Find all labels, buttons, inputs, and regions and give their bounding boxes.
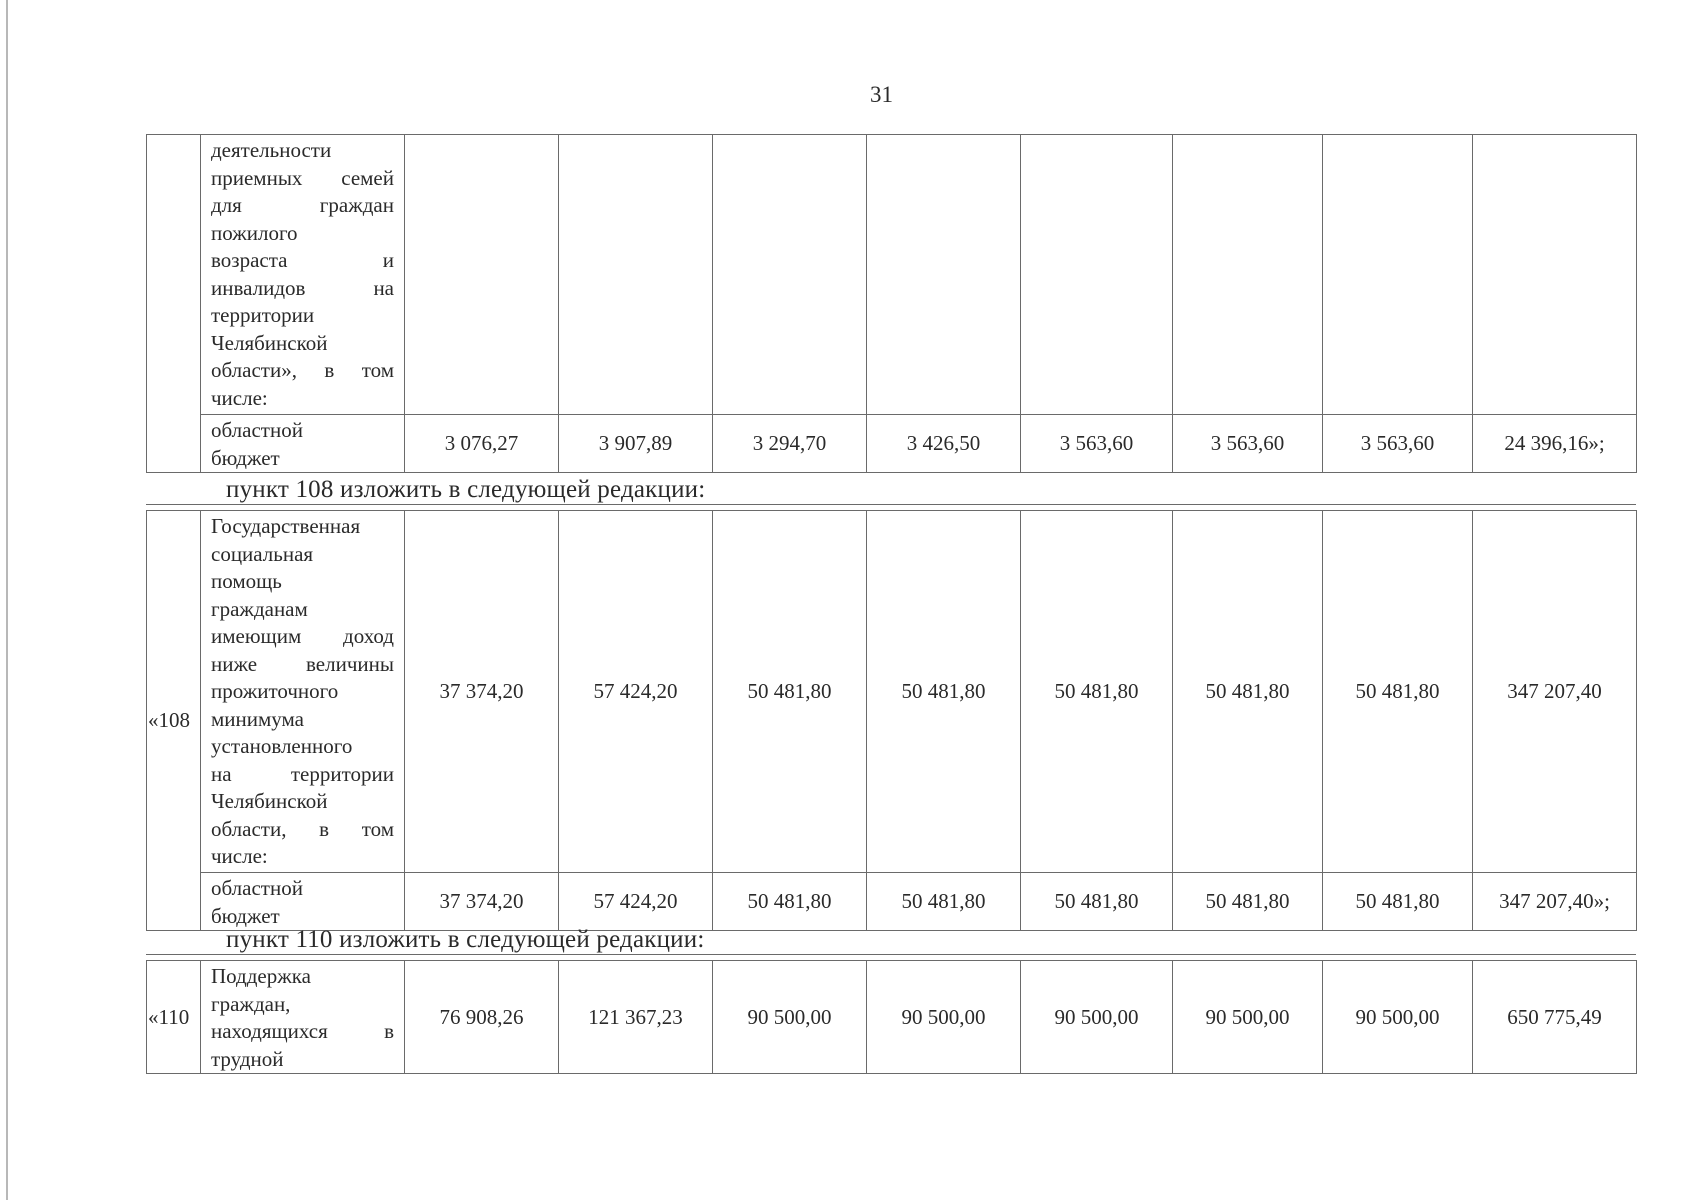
item-index-cell: «110 — [147, 961, 201, 1074]
value-cell: 37 374,20 — [405, 511, 559, 873]
value-cell: 650 775,49 — [1473, 961, 1637, 1074]
sub-label: областной бюджет — [201, 415, 405, 473]
sub-value-cell: 3 563,60 — [1173, 415, 1323, 473]
item-index-cell: «108 — [147, 511, 201, 931]
value-cell: 121 367,23 — [559, 961, 713, 1074]
divider — [146, 954, 1636, 955]
value-cell: 50 481,80 — [1323, 511, 1473, 873]
table-row — [147, 135, 1637, 415]
sub-value-cell: 37 374,20 — [405, 873, 559, 931]
sub-value-cell: 50 481,80 — [1323, 873, 1473, 931]
sub-value-cell: 3 076,27 — [405, 415, 559, 473]
scan-edge — [6, 0, 8, 1200]
sub-value-cell: 57 424,20 — [559, 873, 713, 931]
value-cell — [713, 135, 867, 415]
value-cell — [1021, 135, 1173, 415]
value-cell — [1173, 135, 1323, 415]
value-cell: 347 207,40 — [1473, 511, 1637, 873]
value-cell — [405, 135, 559, 415]
section-heading-108: пункт 108 изложить в следующей редакции: — [226, 476, 706, 503]
value-cell: 90 500,00 — [1173, 961, 1323, 1074]
sub-value-cell: 50 481,80 — [1173, 873, 1323, 931]
value-cell: 90 500,00 — [1323, 961, 1473, 1074]
value-cell — [867, 135, 1021, 415]
sub-value-cell: 3 426,50 — [867, 415, 1021, 473]
section-heading-110: пункт 110 изложить в следующей редакции: — [226, 926, 705, 953]
sub-value-cell: 50 481,80 — [713, 873, 867, 931]
value-cell — [1473, 135, 1637, 415]
value-cell: 50 481,80 — [713, 511, 867, 873]
value-cell: 50 481,80 — [1021, 511, 1173, 873]
table-block-continuation — [146, 134, 1637, 473]
item-description: Поддержка граждан, находящихся в трудной — [201, 961, 405, 1074]
value-cell — [559, 135, 713, 415]
item-description: деятельности приемных семей для граждан пожилого возраста и инвалидов на территории Челябинской области», в том числе: — [201, 135, 405, 415]
divider — [146, 504, 1636, 505]
sub-value-cell: 3 907,89 — [559, 415, 713, 473]
item-index-cell — [147, 135, 201, 473]
sub-value-cell: 3 294,70 — [713, 415, 867, 473]
sub-label: областной бюджет — [201, 873, 405, 931]
table-row-regional-budget — [147, 415, 1637, 473]
sub-value-cell: 50 481,80 — [1021, 873, 1173, 931]
page-number: 31 — [870, 82, 893, 107]
value-cell: 90 500,00 — [867, 961, 1021, 1074]
table-row — [147, 961, 1637, 1074]
value-cell: 50 481,80 — [1173, 511, 1323, 873]
sub-value-cell: 3 563,60 — [1323, 415, 1473, 473]
value-cell: 50 481,80 — [867, 511, 1021, 873]
value-cell: 76 908,26 — [405, 961, 559, 1074]
sub-value-cell: 50 481,80 — [867, 873, 1021, 931]
table-row-regional-budget — [147, 873, 1637, 931]
value-cell: 57 424,20 — [559, 511, 713, 873]
sub-value-cell: 347 207,40»; — [1473, 873, 1637, 931]
value-cell: 90 500,00 — [1021, 961, 1173, 1074]
table-block-110 — [146, 960, 1637, 1074]
table-block-108 — [146, 510, 1637, 931]
item-description: Государственная социальная помощь гражданам имеющим доход ниже величины прожиточного минимума установленного на территории Челябинской области, в том числе: — [201, 511, 405, 873]
sub-value-cell: 24 396,16»; — [1473, 415, 1637, 473]
table-row — [147, 511, 1637, 873]
value-cell — [1323, 135, 1473, 415]
value-cell: 90 500,00 — [713, 961, 867, 1074]
sub-value-cell: 3 563,60 — [1021, 415, 1173, 473]
